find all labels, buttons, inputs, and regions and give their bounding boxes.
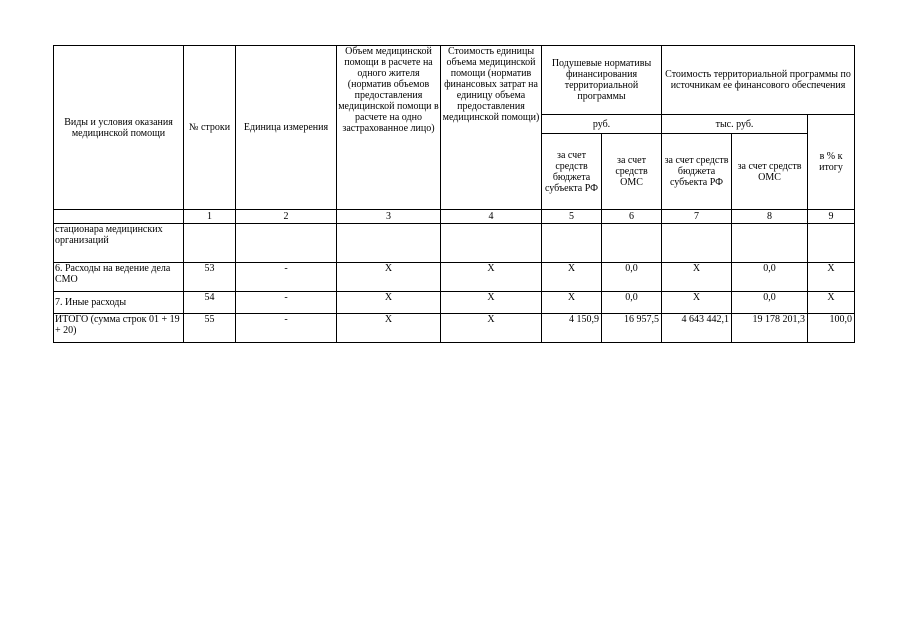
- column-number-cell: [54, 210, 184, 224]
- row-oms-rub: 0,0: [602, 263, 662, 292]
- header-unit-cost: Стоимость единицы объема медицинской помощи (норматив финансовых затрат на единицу объема предоставления медицинской помощи): [441, 46, 542, 210]
- row-unit: -: [236, 292, 337, 314]
- row-percent: Х: [808, 263, 855, 292]
- header-types-of-care: Виды и условия оказания медицинской помощи: [54, 46, 184, 210]
- row-oms-thousand: 19 178 201,3: [732, 314, 808, 343]
- header-volume: Объем медицинской помощи в расчете на одного жителя (норматив объемов предоставления медицинской помощи в расчете на одно застрахованное лицо): [337, 46, 441, 210]
- row-budget-rub: Х: [542, 292, 602, 314]
- row-number: 55: [184, 314, 236, 343]
- row-volume: Х: [337, 263, 441, 292]
- row-name: 7. Иные расходы: [54, 292, 184, 314]
- column-number-cell: 1: [184, 210, 236, 224]
- row-unit: [236, 224, 337, 263]
- row-budget-rub: 4 150,9: [542, 314, 602, 343]
- row-volume: [337, 224, 441, 263]
- row-oms-thousand: 0,0: [732, 263, 808, 292]
- column-number-cell: 2: [236, 210, 337, 224]
- header-per-capita-norms: Подушевые нормативы финансирования территориальной программы: [542, 46, 662, 115]
- territorial-program-cost-table: [53, 45, 855, 343]
- header-percent-of-total: в % к итогу: [808, 115, 855, 210]
- row-volume: Х: [337, 314, 441, 343]
- table-row: [54, 263, 855, 292]
- row-unit: -: [236, 263, 337, 292]
- row-oms-rub: [602, 224, 662, 263]
- row-percent: Х: [808, 292, 855, 314]
- row-unit-cost: Х: [441, 314, 542, 343]
- column-number-cell: 5: [542, 210, 602, 224]
- column-number-cell: 9: [808, 210, 855, 224]
- table-row-total: [54, 314, 855, 343]
- row-budget-thousand: 4 643 442,1: [662, 314, 732, 343]
- row-unit-cost: [441, 224, 542, 263]
- column-number-row: [54, 210, 855, 224]
- header-unit-rub: руб.: [542, 115, 662, 134]
- header-budget-thousand: за счет средств бюджета субъекта РФ: [662, 134, 732, 210]
- row-percent: 100,0: [808, 314, 855, 343]
- header-row-top: [54, 46, 855, 115]
- row-oms-rub: 0,0: [602, 292, 662, 314]
- row-budget-thousand: [662, 224, 732, 263]
- column-number-cell: 7: [662, 210, 732, 224]
- row-number: [184, 224, 236, 263]
- row-number: 54: [184, 292, 236, 314]
- row-budget-rub: Х: [542, 263, 602, 292]
- row-oms-rub: 16 957,5: [602, 314, 662, 343]
- row-volume: Х: [337, 292, 441, 314]
- table-row: [54, 224, 855, 263]
- header-unit: Единица измерения: [236, 46, 337, 210]
- row-unit-cost: Х: [441, 292, 542, 314]
- header-budget-rub: за счет средств бюджета субъекта РФ: [542, 134, 602, 210]
- row-oms-thousand: 0,0: [732, 292, 808, 314]
- header-program-cost: Стоимость территориальной программы по источникам ее финансового обеспечения: [662, 46, 855, 115]
- row-budget-thousand: Х: [662, 263, 732, 292]
- row-number: 53: [184, 263, 236, 292]
- row-name: стационара медицинских организаций: [54, 224, 184, 263]
- column-number-cell: 3: [337, 210, 441, 224]
- row-name: 6. Расходы на ведение дела СМО: [54, 263, 184, 292]
- row-name: ИТОГО (сумма строк 01 + 19 + 20): [54, 314, 184, 343]
- column-number-cell: 6: [602, 210, 662, 224]
- row-percent: [808, 224, 855, 263]
- row-unit-cost: Х: [441, 263, 542, 292]
- header-oms-rub: за счет средств ОМС: [602, 134, 662, 210]
- row-budget-thousand: Х: [662, 292, 732, 314]
- header-row-number: № строки: [184, 46, 236, 210]
- header-unit-thousand-rub: тыс. руб.: [662, 115, 808, 134]
- header-oms-thousand: за счет средств ОМС: [732, 134, 808, 210]
- column-number-cell: 4: [441, 210, 542, 224]
- table-row: [54, 292, 855, 314]
- row-oms-thousand: [732, 224, 808, 263]
- row-budget-rub: [542, 224, 602, 263]
- row-unit: -: [236, 314, 337, 343]
- column-number-cell: 8: [732, 210, 808, 224]
